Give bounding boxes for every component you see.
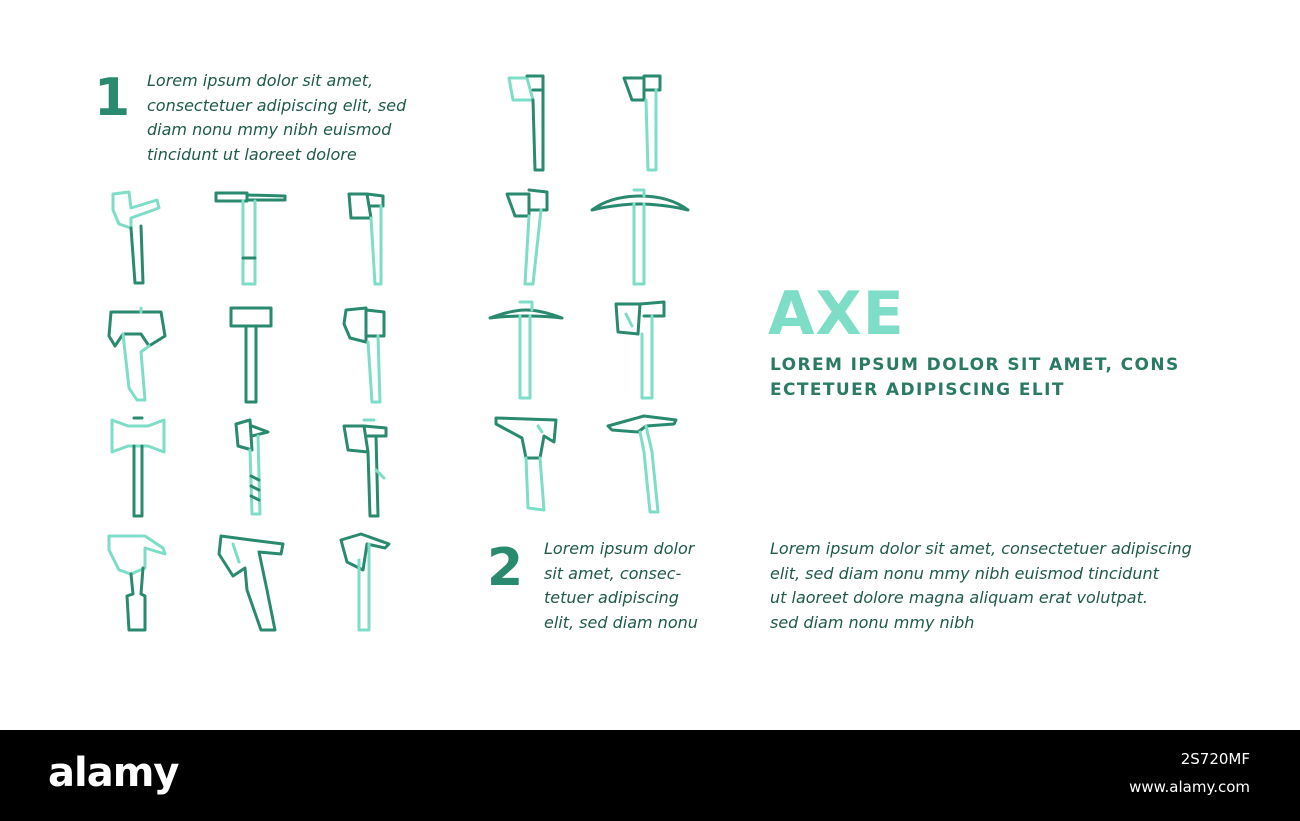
- site-url[interactable]: www.alamy.com: [1129, 778, 1250, 796]
- broad-axe-icon: [492, 412, 562, 518]
- pickaxe-hammer-icon: [213, 188, 289, 290]
- second-paragraph: [544, 537, 698, 635]
- text-line: elit, sed diam nonu mmy nibh euismod tincidunt: [770, 563, 1159, 583]
- footer-bar: [0, 730, 1300, 821]
- splitting-axe-icon: [105, 302, 169, 406]
- headline-subtitle-line: ECTETUER ADIPISCING ELIT: [770, 380, 1065, 400]
- text-line: elit, sed diam nonu: [544, 612, 698, 632]
- image-id: 2S720MF: [1180, 750, 1250, 768]
- long-hatchet-icon: [620, 70, 666, 176]
- text-line: Lorem ipsum dolor: [544, 539, 695, 558]
- description-paragraph: [770, 537, 1192, 635]
- hooked-axe-icon: [337, 530, 393, 634]
- felling-axe-icon: [505, 70, 553, 176]
- text-line: sed diam nonu mmy nibh: [770, 612, 975, 632]
- step-number-1: 1: [94, 68, 131, 128]
- tactical-axe-icon: [105, 530, 169, 634]
- wrapped-hatchet-icon: [228, 416, 274, 520]
- text-line: tetuer adipiscing: [544, 588, 679, 607]
- double-bit-axe-icon: [108, 416, 168, 520]
- headline-title: AXE: [768, 279, 905, 349]
- small-hatchet-icon: [343, 188, 389, 290]
- text-line: tincidunt ut laoreet dolore: [147, 144, 357, 164]
- text-line: diam nonu mmy nibh euismod: [147, 120, 392, 139]
- text-line: sit amet, consec-: [544, 563, 682, 583]
- curved-tactical-axe-icon: [215, 530, 289, 634]
- ice-axe-icon: [604, 412, 680, 518]
- bearded-axe-icon: [340, 302, 390, 406]
- hatchet-icon: [105, 188, 165, 290]
- tomahawk-icon: [340, 416, 392, 520]
- brand-logo[interactable]: alamy: [48, 750, 179, 796]
- intro-paragraph: [147, 69, 406, 167]
- text-line: Lorem ipsum dolor sit amet, consectetuer adipiscing: [770, 539, 1192, 558]
- sledgehammer-icon: [228, 302, 274, 406]
- headline-subtitle-line: LOREM IPSUM DOLOR SIT AMET, CONS: [770, 355, 1180, 375]
- camp-axe-icon: [503, 184, 555, 290]
- text-line: Lorem ipsum dolor sit amet,: [147, 71, 374, 90]
- fire-axe-icon: [612, 298, 670, 404]
- pickaxe-icon: [588, 184, 692, 290]
- pick-icon: [486, 298, 566, 404]
- text-line: consectetuer adipiscing elit, sed: [147, 95, 407, 115]
- step-number-2: 2: [487, 538, 524, 598]
- text-line: ut laoreet dolore magna aliquam erat volutpat.: [770, 588, 1148, 607]
